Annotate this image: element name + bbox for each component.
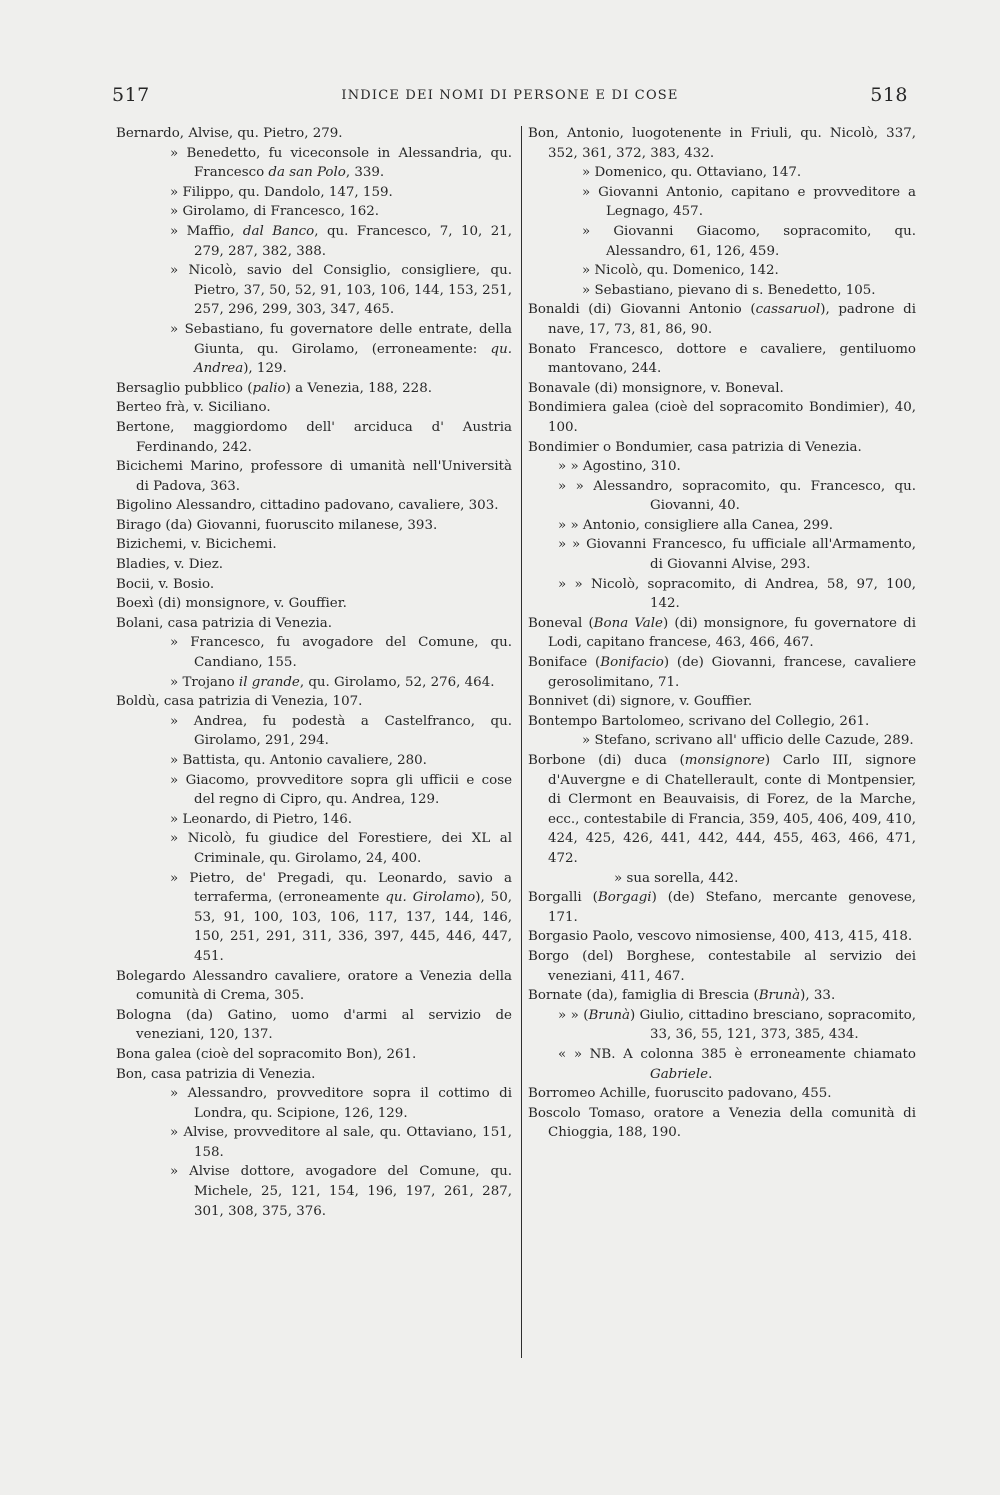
index-entry xyxy=(116,183,512,203)
entry-text: Borromeo Achille, fuoruscito padovano, 455. xyxy=(528,1086,832,1102)
entry-text: » Trojano xyxy=(170,674,239,690)
entry-text: ) (de) Giovanni, francese, cavaliere gerosolimitano, 71. xyxy=(548,655,916,690)
entry-text: Bondimiera galea (cioè del sopracomito Bondimier), 40, 100. xyxy=(528,400,916,435)
right-page-number: 518 xyxy=(870,84,908,106)
index-entry xyxy=(116,1045,512,1065)
entry-text: » » Agostino, 310. xyxy=(558,459,681,475)
index-entry xyxy=(528,1006,916,1045)
index-entry xyxy=(116,1006,512,1045)
entry-text: ) a Venezia, 188, 228. xyxy=(285,380,432,396)
index-entry xyxy=(116,633,512,672)
italic-text: il grande xyxy=(238,674,300,690)
index-entry xyxy=(116,379,512,399)
index-entry xyxy=(528,163,916,183)
italic-text: Gabriele xyxy=(650,1066,709,1082)
right-column xyxy=(528,124,916,1143)
entry-text: » Sebastiano, pievano di s. Benedetto, 105. xyxy=(582,282,876,298)
entry-text: Bon, casa patrizia di Venezia. xyxy=(116,1066,316,1082)
index-entry xyxy=(116,692,512,712)
entry-text: Bonaldi (di) Giovanni Antonio ( xyxy=(528,302,756,318)
left-column xyxy=(116,124,512,1221)
entry-text: Borgalli ( xyxy=(528,890,598,906)
index-entry xyxy=(116,829,512,868)
entry-text: » Alessandro, provveditore sopra il cottimo di Londra, qu. Scipione, 126, 129. xyxy=(170,1086,512,1121)
entry-text: Bornate (da), famiglia di Brescia ( xyxy=(528,988,759,1004)
index-entry xyxy=(528,751,916,869)
index-entry xyxy=(528,183,916,222)
index-entry xyxy=(528,888,916,927)
entry-text: Bigolino Alessandro, cittadino padovano, cavaliere, 303. xyxy=(116,498,499,514)
entry-text: » Sebastiano, fu governatore delle entrate, della Giunta, qu. Girolamo, (erroneamente: xyxy=(170,321,512,357)
italic-text: da san Polo xyxy=(268,165,346,181)
entry-text: ) Carlo III, signore d'Auvergne e di Chatellerault, conte di Montpensier, di Clermont en Beauvaisis, di Forez, de la Marche, ecc., contestabile di Francia, 359, 405, 406, 409, 410, 424, 425, 426, 441, 442, 444, 455, 463, 466, 471, 472. xyxy=(548,753,916,866)
index-entry xyxy=(528,1045,916,1084)
index-entry xyxy=(116,1084,512,1123)
entry-text: Borgo (del) Borghese, contestabile al servizio dei veneziani, 411, 467. xyxy=(528,948,916,984)
index-entry xyxy=(528,947,916,986)
entry-text: » Pietro, de' Pregadi, qu. Leonardo, savio a terraferma, (erroneamente xyxy=(170,870,512,906)
index-entry xyxy=(528,340,916,379)
index-entry xyxy=(528,869,916,889)
entry-text: , qu. Girolamo, 52, 276, 464. xyxy=(299,674,495,690)
entry-text: Bon, Antonio, luogotenente in Friuli, qu. Nicolò, 337, 352, 361, 372, 383, 432. xyxy=(528,126,916,161)
entry-text: Bernardo, Alvise, qu. Pietro, 279. xyxy=(116,126,343,141)
index-entry xyxy=(528,398,916,437)
entry-text: » Alvise, provveditore al sale, qu. Ottaviano, 151, 158. xyxy=(170,1125,512,1160)
entry-text: » » Alessandro, sopracomito, qu. Francesco, qu. Giovanni, 40. xyxy=(558,478,916,514)
italic-text: cassaruol xyxy=(755,302,821,318)
entry-text: » Leonardo, di Pietro, 146. xyxy=(170,811,352,827)
index-entry xyxy=(116,124,512,144)
entry-text: Bocii, v. Bosio. xyxy=(116,576,215,592)
entry-text: » Andrea, fu podestà a Castelfranco, qu. Girolamo, 291, 294. xyxy=(170,713,512,749)
index-entry xyxy=(528,261,916,281)
entry-text: Bondimier o Bondumier, casa patrizia di Venezia. xyxy=(528,439,862,455)
entry-text: Bersaglio pubblico ( xyxy=(116,380,253,396)
entry-text: » Nicolò, savio del Consiglio, consigliere, qu. Pietro, 37, 50, 52, 91, 103, 106, 144, 153, 251, 257, 296, 299, 303, 347, 465. xyxy=(170,263,512,318)
index-entry xyxy=(528,653,916,692)
index-entry xyxy=(116,496,512,516)
index-entry xyxy=(528,222,916,261)
entry-text: » Nicolò, qu. Domenico, 142. xyxy=(582,263,779,279)
entry-text: Boldù, casa patrizia di Venezia, 107. xyxy=(116,694,363,710)
index-entry xyxy=(116,457,512,496)
italic-text: qu. Girolamo xyxy=(385,890,476,906)
index-entry xyxy=(528,516,916,536)
italic-text: monsignore xyxy=(684,753,765,768)
index-entry xyxy=(528,457,916,477)
index-entry xyxy=(116,594,512,614)
index-entry xyxy=(528,927,916,947)
index-entry xyxy=(528,477,916,516)
entry-text: » Giovanni Giacomo, sopracomito, qu. Alessandro, 61, 126, 459. xyxy=(582,223,916,259)
index-entry xyxy=(116,1123,512,1162)
index-entry xyxy=(528,1084,916,1104)
entry-text: » Maffio, xyxy=(170,223,243,239)
page-header xyxy=(112,84,908,114)
italic-text: Bonifacio xyxy=(600,655,664,671)
index-entry xyxy=(116,967,512,1006)
entry-text: » sua sorella, 442. xyxy=(614,870,739,886)
entry-text: , qu. Francesco, 7, 10, 21, 279, 287, 382, 388. xyxy=(194,223,513,259)
entry-text: » Girolamo, di Francesco, 162. xyxy=(170,204,380,220)
entry-text: Bertone, maggiordomo dell' arciduca d' Austria Ferdinando, 242. xyxy=(116,419,512,455)
entry-text: « » NB. A colonna 385 è erroneamente chiamato xyxy=(558,1046,916,1062)
index-entry xyxy=(528,124,916,163)
entry-text: Borbone (di) duca ( xyxy=(528,753,685,768)
entry-text: Boniface ( xyxy=(528,655,601,671)
entry-text: Boscolo Tomaso, oratore a Venezia della comunità di Chioggia, 188, 190. xyxy=(528,1105,916,1141)
entry-text: Bonavale (di) monsignore, v. Boneval. xyxy=(528,380,784,396)
entry-text: » Giovanni Antonio, capitano e provveditore a Legnago, 457. xyxy=(582,184,916,220)
index-entry xyxy=(116,1065,512,1085)
entry-text: » Nicolò, fu giudice del Forestiere, dei XL al Criminale, qu. Girolamo, 24, 400. xyxy=(170,831,512,866)
entry-text: Bicichemi Marino, professore di umanità nell'Università di Padova, 363. xyxy=(116,459,512,494)
entry-text: » Filippo, qu. Dandolo, 147, 159. xyxy=(170,184,393,200)
entry-text: ) (di) monsignore, fu governatore di Lodi, capitano francese, 463, 466, 467. xyxy=(548,615,916,651)
running-title: INDICE DEI NOMI DI PERSONE E DI COSE xyxy=(341,88,679,103)
entry-text: Bladies, v. Diez. xyxy=(116,557,224,573)
index-entry xyxy=(116,575,512,595)
index-entry xyxy=(116,751,512,771)
index-entry xyxy=(116,144,512,183)
italic-text: Brunà xyxy=(758,988,801,1004)
entry-text: ), 33. xyxy=(800,988,836,1004)
index-entry xyxy=(116,712,512,751)
entry-text: » Giacomo, provveditore sopra gli ufficii e cose del regno di Cipro, qu. Andrea, 129. xyxy=(170,772,512,808)
entry-text: » Battista, qu. Antonio cavaliere, 280. xyxy=(170,753,427,768)
index-entry xyxy=(116,869,512,967)
index-entry xyxy=(528,986,916,1006)
entry-text: Boexì (di) monsignore, v. Gouffier. xyxy=(116,596,347,612)
entry-text: » Benedetto, fu viceconsole in Alessandria, qu. Francesco xyxy=(170,145,512,181)
index-entry xyxy=(528,379,916,399)
index-entry xyxy=(116,516,512,536)
entry-text: Borgasio Paolo, vescovo nimosiense, 400, 413, 415, 418. xyxy=(528,929,913,945)
index-entry xyxy=(528,712,916,732)
entry-text: Bonnivet (di) signore, v. Gouffier. xyxy=(528,694,753,710)
index-entry xyxy=(116,614,512,634)
index-entry xyxy=(116,222,512,261)
italic-text: Bona Vale xyxy=(593,615,663,631)
index-entry xyxy=(116,535,512,555)
entry-text: ) (de) Stefano, mercante genovese, 171. xyxy=(548,890,917,925)
index-entry xyxy=(116,261,512,320)
entry-text: Bolegardo Alessandro cavaliere, oratore a Venezia della comunità di Crema, 305. xyxy=(116,968,512,1004)
index-entry xyxy=(116,398,512,418)
index-entry xyxy=(116,202,512,222)
index-entry xyxy=(116,771,512,810)
index-entry xyxy=(116,320,512,379)
index-entry xyxy=(528,692,916,712)
entry-text: ), 129. xyxy=(243,361,287,377)
italic-text: palio xyxy=(252,380,286,396)
italic-text: Borgagi xyxy=(597,890,652,906)
entry-text: Bologna (da) Gatino, uomo d'armi al servizio de veneziani, 120, 137. xyxy=(116,1007,512,1043)
entry-text: » » Nicolò, sopracomito, di Andrea, 58, 97, 100, 142. xyxy=(558,576,916,612)
index-entry xyxy=(116,1162,512,1221)
entry-text: ), padrone di nave, 17, 73, 81, 86, 90. xyxy=(548,302,916,337)
entry-text: » Domenico, qu. Ottaviano, 147. xyxy=(582,165,802,181)
index-entry xyxy=(528,1104,916,1143)
index-entry xyxy=(528,575,916,614)
entry-text: ) Giulio, cittadino bresciano, sopracomito, 33, 36, 55, 121, 373, 385, 434. xyxy=(629,1007,916,1043)
index-entry xyxy=(116,555,512,575)
italic-text: dal Banco xyxy=(242,223,315,239)
index-entry xyxy=(528,731,916,751)
index-entry xyxy=(116,418,512,457)
index-entry xyxy=(528,438,916,458)
entry-text: » Stefano, scrivano all' ufficio delle Cazude, 289. xyxy=(582,733,914,749)
entry-text: Bona galea (cioè del sopracomito Bon), 261. xyxy=(116,1046,417,1062)
index-entry xyxy=(116,810,512,830)
index-entry xyxy=(116,673,512,693)
entry-text: . xyxy=(708,1066,713,1082)
entry-text: » Alvise dottore, avogadore del Comune, qu. Michele, 25, 121, 154, 196, 197, 261, 287, 301, 308, 375, 376. xyxy=(170,1164,512,1219)
entry-text: Birago (da) Giovanni, fuoruscito milanese, 393. xyxy=(116,517,438,533)
entry-text: Bonato Francesco, dottore e cavaliere, gentiluomo mantovano, 244. xyxy=(528,341,916,377)
entry-text: » » ( xyxy=(558,1007,589,1023)
entry-text: Bontempo Bartolomeo, scrivano del Collegio, 261. xyxy=(528,713,870,729)
index-entry xyxy=(528,281,916,301)
italic-text: Brunà xyxy=(588,1007,630,1023)
italic-text: qu. Andrea xyxy=(194,341,512,377)
entry-text: ), 50, 53, 91, 100, 103, 106, 117, 137, 144, 146, 150, 251, 291, 311, 336, 397, 445, 446, 447, 451. xyxy=(194,890,512,964)
entry-text: » » Giovanni Francesco, fu ufficiale all'Armamento, di Giovanni Alvise, 293. xyxy=(558,537,916,573)
left-page-number: 517 xyxy=(112,84,150,106)
index-entry xyxy=(528,300,916,339)
column-divider xyxy=(521,126,522,1358)
entry-text: , 339. xyxy=(345,165,385,181)
entry-text: » Francesco, fu avogadore del Comune, qu. Candiano, 155. xyxy=(170,635,512,671)
index-entry xyxy=(528,535,916,574)
entry-text: Boneval ( xyxy=(528,615,594,631)
entry-text: Bolani, casa patrizia di Venezia. xyxy=(116,615,332,631)
entry-text: Bizichemi, v. Bicichemi. xyxy=(116,537,277,553)
entry-text: Berteo frà, v. Siciliano. xyxy=(116,400,271,416)
entry-text: » » Antonio, consigliere alla Canea, 299. xyxy=(558,517,833,533)
index-entry xyxy=(528,614,916,653)
